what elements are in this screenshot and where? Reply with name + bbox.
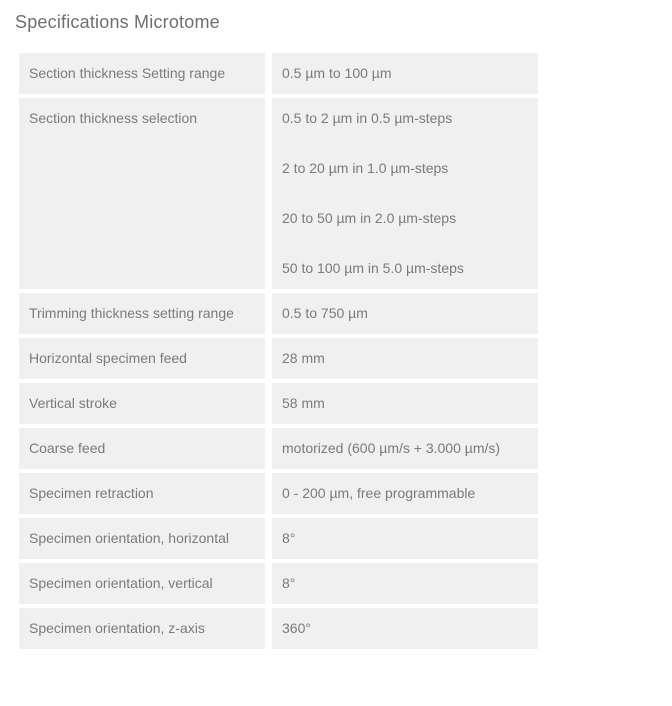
spec-value-cell (272, 338, 538, 379)
spec-value-line: 20 to 50 µm in 2.0 µm-steps (282, 210, 457, 226)
spec-value-line: 28 mm (282, 350, 325, 366)
spec-label-cell: Vertical stroke (19, 383, 265, 424)
spec-value-line: 50 to 100 µm in 5.0 µm-steps (282, 260, 464, 276)
spec-value-cell (272, 518, 538, 559)
partial-product-image (139, 701, 206, 706)
spec-value-cell (272, 473, 538, 514)
spec-label-cell: Section thickness selection (19, 98, 265, 289)
page-title: Specifications Microtome (15, 12, 220, 32)
spec-value-line: 58 mm (282, 395, 325, 411)
spec-value-line: 0.5 µm to 100 µm (282, 65, 392, 81)
spec-label-cell: Horizontal specimen feed (19, 338, 265, 379)
spec-value-line: 0.5 to 750 µm (282, 305, 368, 321)
spec-value-line: 360° (282, 620, 311, 636)
spec-label-cell: Specimen retraction (19, 473, 265, 514)
spec-label-cell: Specimen orientation, vertical (19, 563, 265, 604)
spec-value-line: 0.5 to 2 µm in 0.5 µm-steps (282, 110, 453, 126)
spec-label-cell: Coarse feed (19, 428, 265, 469)
spec-value-line: 8° (282, 530, 296, 546)
spec-value-line: 8° (282, 575, 296, 591)
spec-value-line: 0 - 200 µm, free programmable (282, 485, 476, 501)
spec-value-line: 2 to 20 µm in 1.0 µm-steps (282, 160, 449, 176)
spec-value-cell (272, 383, 538, 424)
spec-label-cell: Section thickness Setting range (19, 53, 265, 94)
spec-label-cell: Specimen orientation, horizontal (19, 518, 265, 559)
spec-value-cell (272, 563, 538, 604)
spec-value-line: motorized (600 µm/s + 3.000 µm/s) (282, 440, 501, 456)
specifications-table (19, 53, 538, 649)
spec-label-cell: Trimming thickness setting range (19, 293, 265, 334)
spec-value-cell (272, 608, 538, 649)
spec-value-cell (272, 98, 538, 289)
spec-label-cell: Specimen orientation, z-axis (19, 608, 265, 649)
spec-value-cell (272, 53, 538, 94)
spec-value-cell (272, 428, 538, 469)
spec-value-cell (272, 293, 538, 334)
